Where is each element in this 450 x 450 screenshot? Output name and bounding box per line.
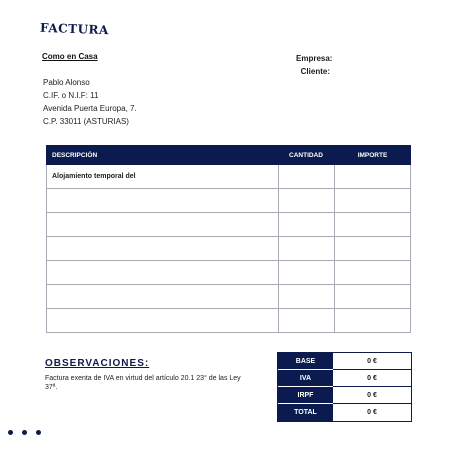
table-cell-descripcion[interactable] [46, 261, 278, 285]
table-cell-importe[interactable] [334, 165, 411, 189]
table-row [46, 285, 411, 309]
observaciones-heading: OBSERVACIONES: [45, 358, 150, 369]
company-name: Como en Casa [42, 52, 98, 61]
totals-table [277, 352, 412, 422]
table-row [46, 309, 411, 333]
invoice-title: FACTURA [39, 20, 110, 38]
totals-label: IRPF [278, 387, 333, 404]
empresa-label: Empresa: [296, 54, 333, 63]
table-cell-importe[interactable] [334, 285, 411, 309]
table-row [46, 189, 411, 213]
totals-row-base [278, 353, 411, 370]
totals-value[interactable]: 0 € [333, 387, 411, 404]
table-row [46, 261, 411, 285]
table-row [46, 237, 411, 261]
table-cell-importe[interactable] [334, 213, 411, 237]
dot-icon [8, 430, 13, 435]
table-cell-cantidad[interactable] [278, 285, 334, 309]
table-cell-descripcion[interactable]: Alojamiento temporal del [46, 165, 278, 189]
table-cell-importe[interactable] [334, 189, 411, 213]
sender-nif: C.IF. o N.I.F: 11 [43, 91, 99, 100]
recipient-labels [296, 52, 333, 78]
table-row [46, 165, 411, 189]
table-cell-descripcion[interactable] [46, 189, 278, 213]
totals-label: BASE [278, 353, 333, 370]
table-cell-importe[interactable] [334, 261, 411, 285]
totals-row-irpf [278, 387, 411, 404]
totals-label: IVA [278, 370, 333, 387]
totals-label: TOTAL [278, 404, 333, 421]
table-header-row [46, 145, 411, 165]
observaciones-text: Factura exenta de IVA en virtud del artículo 20.1 23° de las Ley 37ª. [45, 375, 241, 391]
totals-row-iva [278, 370, 411, 387]
table-cell-cantidad[interactable] [278, 261, 334, 285]
header-importe: IMPORTE [334, 145, 411, 165]
sender-block [43, 76, 137, 128]
dot-icon [22, 430, 27, 435]
table-cell-descripcion[interactable] [46, 237, 278, 261]
totals-value[interactable]: 0 € [367, 409, 377, 416]
table-cell-importe[interactable] [334, 237, 411, 261]
dot-icon [36, 430, 41, 435]
invoice-items-table [46, 145, 411, 333]
header-cantidad: CANTIDAD [278, 145, 334, 165]
table-cell-descripcion[interactable] [46, 213, 278, 237]
totals-value[interactable]: 0 € [333, 353, 411, 370]
table-cell-cantidad[interactable] [278, 213, 334, 237]
table-cell-descripcion[interactable] [46, 285, 278, 309]
table-cell-cantidad[interactable] [278, 189, 334, 213]
table-cell-importe[interactable] [334, 309, 411, 333]
table-cell-cantidad[interactable] [278, 165, 334, 189]
header-descripcion: DESCRIPCIÓN [46, 145, 278, 165]
ellipsis-dots-icon[interactable] [8, 430, 41, 435]
table-cell-cantidad[interactable] [278, 309, 334, 333]
totals-value[interactable]: 0 € [333, 370, 411, 387]
sender-address: Avenida Puerta Europa, 7. [43, 104, 137, 113]
table-cell-cantidad[interactable] [278, 237, 334, 261]
table-row [46, 213, 411, 237]
sender-name: Pablo Alonso [43, 78, 90, 87]
sender-postal: C.P. 33011 (ASTURIAS) [43, 117, 129, 126]
table-cell-descripcion[interactable] [46, 309, 278, 333]
cliente-label: Cliente: [300, 67, 330, 76]
totals-row-total [278, 404, 411, 421]
